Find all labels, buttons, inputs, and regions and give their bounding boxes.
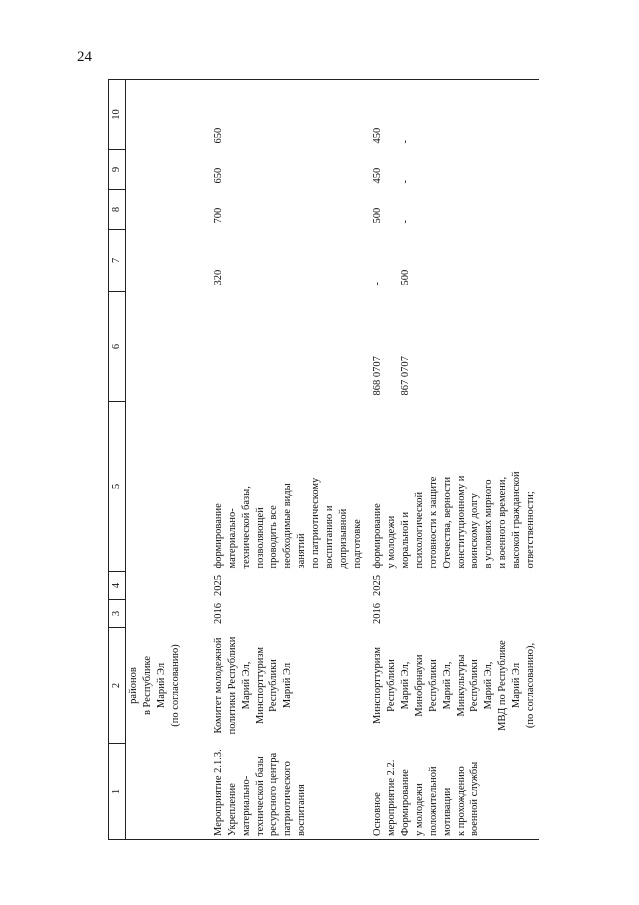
header-cell: 4 [109,572,126,600]
value-col8: 500 - [372,207,412,224]
rotated-table [108,80,632,840]
header-cell: 2 [109,628,126,744]
continuation-executors: районов в Республике Марий Эл (по согласованию) [128,644,181,727]
executors: Минспорттуризм Республики Марий Эл, Минобрнауки Республики Марий Эл, Минкультуры Республики Марий Эл, МВД по Республике Марий Эл (по согласованию), [372,640,536,731]
start-year: 2016 [372,603,384,624]
end-year: 2025 [213,575,224,596]
value-col9: 650 [213,167,224,184]
program-table [108,79,539,840]
executors: Комитет молодежной политики Республики Марий Эл, Минспорттуризм Республики Марий Эл [213,636,294,735]
value-col7: - 500 [372,269,412,286]
header-cell: 1 [109,744,126,840]
value-col10: 450 - [365,80,538,150]
header-cell: 6 [109,292,126,402]
start-year: 2016 [213,603,224,624]
value-col9: 450 - [372,167,412,184]
header-cell: 3 [109,600,126,628]
expected-result: формирование материально- технической базы, позволяющей проводить все необходимые виды занятий по патриотическому воспитанию и допризывной подготовке [213,477,363,569]
header-row [109,80,126,840]
value-col7: 320 [213,269,224,286]
header-cell: 9 [109,150,126,190]
end-year: 2025 [372,575,384,596]
activity-name: Основное мероприятие 2.2. Формирование у молодежи положительной мотивации к прохождению военной службы [365,744,538,840]
page-number: 24 [77,49,92,65]
continuation-row [126,80,207,840]
budget-code [206,292,365,402]
table-row [206,80,365,840]
rotated-table-wrapper [108,80,632,840]
expected-result: формирование у молодежи моральной и психологической готовности к защите Отечества, верности конституционному и воинскому долгу в условиях мирного и военного времени, высокой гражданской ответственности; [372,471,536,569]
activity-name: Мероприятие 2.1.3. Укрепление материально- технической базы ресурсного центра патриотического воспитания [206,744,365,840]
header-cell: 5 [109,402,126,572]
table-row [365,80,538,840]
header-cell: 10 [109,80,126,150]
budget-codes: 868 0707 867 0707 [372,356,412,396]
header-cell: 7 [109,230,126,292]
value-col8: 700 [213,207,224,224]
value-col10: 650 [206,80,365,150]
header-cell: 8 [109,190,126,230]
